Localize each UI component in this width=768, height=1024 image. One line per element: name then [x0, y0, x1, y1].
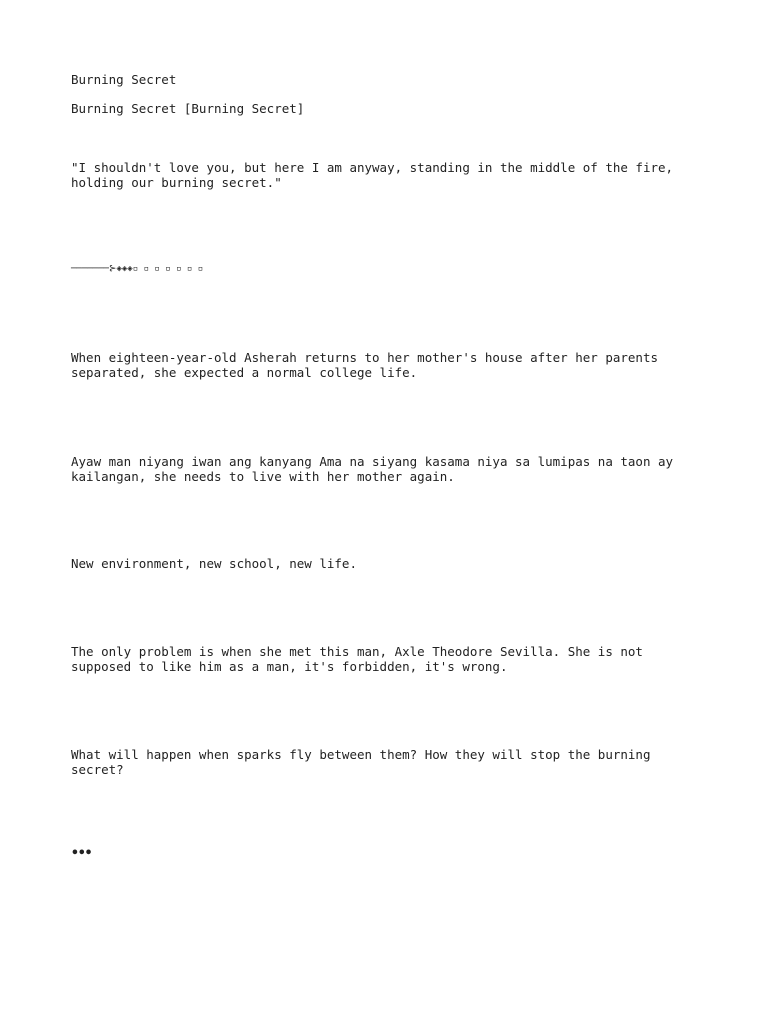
document-title: Burning Secret	[71, 72, 177, 87]
synopsis-paragraph: Ayaw man niyang iwan ang kanyang Ama na siyang kasama niya sa lumipas na taon ay kailangan, she needs to live with her mother again.	[71, 454, 681, 484]
ellipsis-marker: •••	[71, 846, 92, 861]
tagline-quote: "I shouldn't love you, but here I am anyway, standing in the middle of the fire, holding our burning secret."	[71, 160, 681, 190]
decorative-divider: ───────⊱◈◈◈▫ ▫ ▫ ▫ ▫ ▫ ▫	[71, 264, 204, 274]
document-subtitle: Burning Secret [Burning Secret]	[71, 101, 305, 116]
synopsis-paragraph: The only problem is when she met this man, Axle Theodore Sevilla. She is not supposed to like him as a man, it's forbidden, it's wrong.	[71, 644, 651, 674]
synopsis-paragraph: When eighteen-year-old Asherah returns to her mother's house after her parents separated, she expected a normal college life.	[71, 350, 666, 380]
document-page	[71, 0, 701, 1024]
synopsis-paragraph: New environment, new school, new life.	[71, 556, 357, 571]
synopsis-paragraph: What will happen when sparks fly between them? How they will stop the burning secret?	[71, 747, 659, 777]
